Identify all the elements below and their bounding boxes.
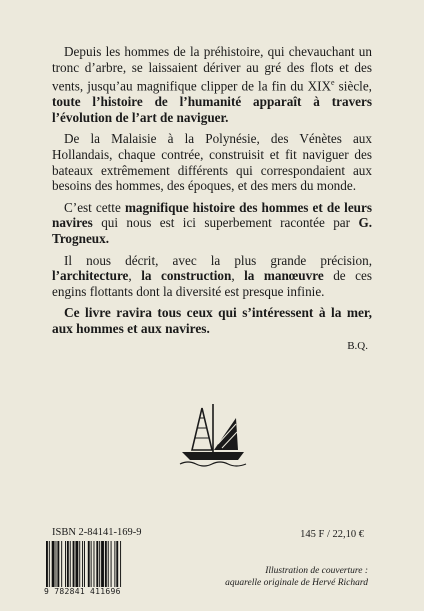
barcode-bar (49, 541, 50, 593)
barcode-bar (65, 541, 66, 587)
barcode-bar (88, 541, 90, 587)
cover-credit-line-1: Illustration de couverture : (265, 566, 368, 576)
barcode-bar (94, 541, 95, 587)
blurb-paragraph-1 (52, 44, 372, 125)
barcode-bar (57, 541, 59, 587)
p4-bold-2: la construction (141, 268, 232, 284)
barcode-bar (96, 541, 98, 587)
barcode-bar (84, 541, 85, 593)
barcode-bar (75, 541, 78, 587)
barcode-digits: 9 782841 411696 (44, 587, 156, 596)
cover-credit (218, 566, 368, 589)
barcode-bar (52, 541, 55, 587)
p1-text-a: Depuis les hommes de la préhistoire, qui chevauchant un tronc d’arbre, se laissaient dériver au gré des flots et des vents, jusqu’au magnifique clipper de la fin du XIX (52, 44, 372, 94)
blurb-paragraph-3 (52, 200, 372, 247)
barcode-bar (120, 541, 121, 593)
barcode-bar (70, 541, 71, 587)
barcode-bar (101, 541, 104, 587)
barcode-bar (111, 541, 112, 587)
barcode-bar (116, 541, 118, 587)
blurb-paragraph-4 (52, 253, 372, 300)
barcode-bar (56, 541, 57, 587)
p3-bold-1: magnifique histoire des hommes et de leurs navires (52, 199, 373, 231)
sailing-ship-icon (178, 400, 248, 468)
p4-bold-3: la manœuvre (244, 268, 324, 284)
p4-bold-1: l’architecture (52, 268, 129, 284)
blurb-closing: Ce livre ravira tous ceux qui s’intéressent à la mer, aux hommes et aux navires. (52, 305, 372, 337)
barcode-bar (99, 541, 100, 587)
barcode-bar (82, 541, 83, 587)
p3-text-a: C’est cette (64, 199, 125, 215)
barcode-bar (67, 541, 69, 587)
barcode-bar (61, 541, 62, 587)
price: 145 F / 22,10 € (300, 529, 364, 540)
barcode-bar (73, 541, 75, 587)
p1-bold: toute l’histoire de l’humanité apparaît à travers l’évolution de l’art de naviguer. (52, 94, 372, 125)
p4-text-c: , (231, 268, 245, 284)
barcode-bar (46, 541, 48, 593)
blurb-paragraph-2: De la Malaisie à la Polynésie, des Vénètes aux Hollandais, chaque contrée, construisit et fit naviguer des bateaux extrêmement différents qui correspondaient aux besoins des hommes, des époques, et des mers du monde. (52, 131, 372, 194)
p4-text-a: Il nous décrit, avec la plus grande précision, (64, 252, 372, 268)
p4-text-d: de ces engins flottants dont la diversité est presque infinie. (52, 268, 372, 299)
barcode-bar (105, 541, 107, 587)
p3-bold-2: G. Trogneux. (52, 215, 372, 246)
p3-text-b: qui nous est ici superbement racontée par (92, 215, 359, 231)
barcode-bar (108, 541, 109, 587)
barcode-bar (114, 541, 115, 587)
barcode-bar (79, 541, 80, 587)
p1-superscript: e (331, 78, 335, 88)
p1-text-b: siècle, (334, 78, 372, 94)
cover-credit-line-2: aquarelle originale de Hervé Richard (225, 577, 368, 588)
barcode-bar (91, 541, 92, 587)
isbn-number: ISBN 2-84141-169-9 (52, 527, 142, 538)
p4-text-b: , (128, 268, 142, 284)
signature: B.Q. (347, 340, 368, 352)
blurb-text (52, 44, 372, 343)
